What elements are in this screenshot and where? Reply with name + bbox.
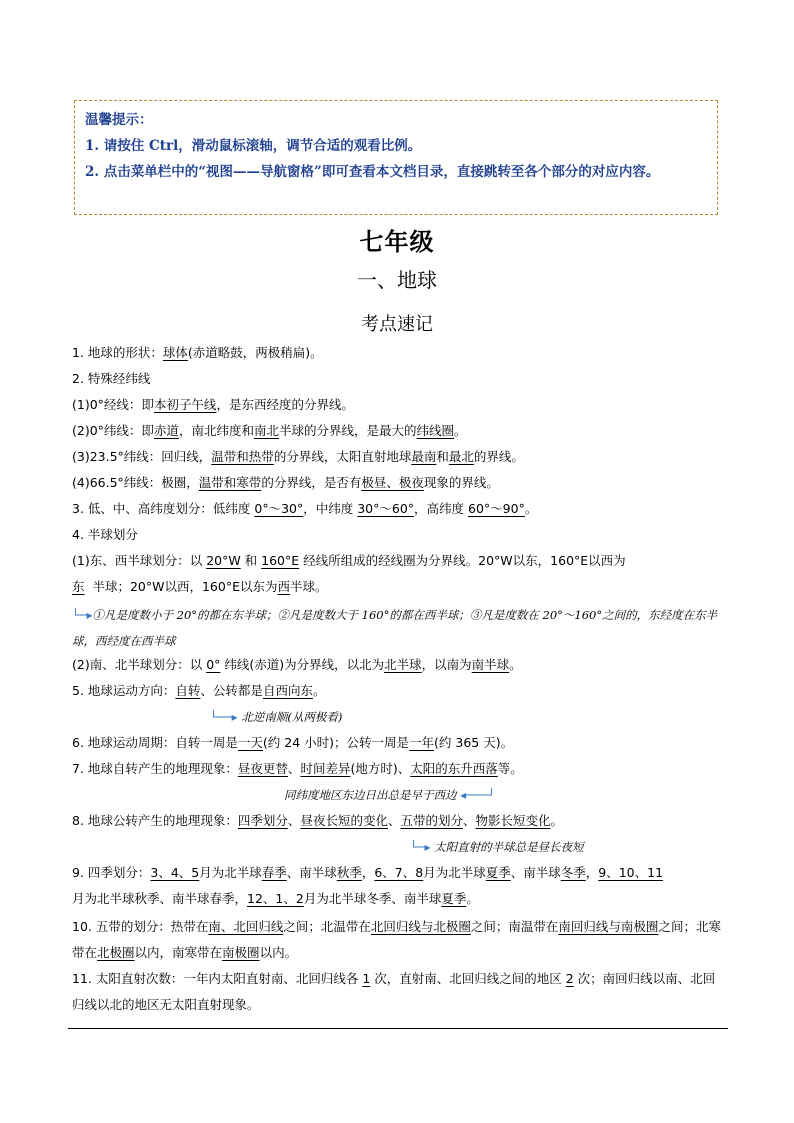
item-2-2: (2)0°纬线：即赤道，南北纬度和南北半球的分界线，是最大的纬线圈。 [72, 423, 467, 438]
item-9-line2: 月为北半球秋季、南半球春季，12、1、2月为北半球冬季、南半球夏季。 [72, 891, 479, 906]
item-9-line1: 9. 四季划分：3、4、5月为北半球春季、南半球秋季，6、7、8月为北半球夏季、南半球冬季，9、10、11 [72, 865, 664, 880]
item-7-note: 同纬度地区东边日出总是早于西边 ◂───┘ [284, 788, 496, 802]
item-2-3: (3)23.5°纬线：回归线，温带和热带的分界线，太阳直射地球最南和最北的界线。 [72, 449, 524, 464]
item-4-2: (2)南、北半球划分：以 0° 纬线(赤道)为分界线，以北为北半球，以南为南半球。 [72, 657, 522, 672]
item-2-1: (1)0°经线：即本初子午线，是东西经度的分界线。 [72, 397, 354, 412]
item-10: 10. 五带的划分：热带在南、北回归线之间；北温带在北回归线与北极圈之间；南温带在南回归线与南极圈之间；北寒带在北极圈以内，南寒带在南极圈以内。 [72, 919, 721, 960]
item-5: 5. 地球运动方向：自转、公转都是自西向东。 [72, 683, 326, 698]
item-8-note: └─▸ 太阳直射的半球总是昼长夜短 [410, 840, 584, 854]
item-2: 2. 特殊经纬线 [72, 371, 151, 386]
item-2-4: (4)66.5°纬线：极圈，温带和寒带的分界线，是否有极昼、极夜现象的界线。 [72, 475, 499, 490]
tips-line-2: 2. 点击菜单栏中的“视图——导航窗格”即可查看本文档目录，直接跳转至各个部分的对应内容。 [85, 164, 660, 180]
arrow-icon: └─▸ [410, 840, 431, 854]
item-4-1-line1: (1)东、西半球划分：以 20°W 和 160°E 经线所组成的经线圈为分界线。20°W以东，160°E以西为 [72, 553, 626, 568]
section-title: 考点速记 [361, 314, 433, 335]
footer-divider [68, 1028, 728, 1029]
tips-heading: 温馨提示： [85, 112, 153, 128]
arrow-icon: ◂───┘ [460, 788, 496, 802]
item-1: 1. 地球的形状：球体(赤道略鼓，两极稍扁)。 [72, 345, 323, 360]
item-3: 3. 低、中、高纬度划分：低纬度 0°～30°，中纬度 30°～60°，高纬度 60°～90°。 [72, 501, 538, 516]
grade-title: 七年级 [359, 228, 435, 256]
item-7: 7. 地球自转产生的地理现象：昼夜更替、时间差异(地方时)、太阳的东升西落等。 [72, 761, 523, 776]
item-11: 11. 太阳直射次数：一年内太阳直射南、北回归线各 1 次，直射南、北回归线之间的地区 2 次；南回归线以南、北回归线以北的地区无太阳直射现象。 [72, 971, 716, 1012]
tips-box [74, 100, 718, 215]
item-8: 8. 地球公转产生的地理现象：四季划分、昼夜长短的变化、五带的划分、物影长短变化。 [72, 813, 564, 828]
item-5-note: └──▸ 北逆南顺(从两极看) [210, 710, 343, 724]
item-4: 4. 半球划分 [72, 527, 138, 542]
item-6: 6. 地球运动周期：自转一周是一天(约 24 小时)；公转一周是一年(约 365 天)。 [72, 735, 514, 750]
item-4-1-line2: 东 半球；20°W以西，160°E以东为西半球。 [72, 579, 328, 594]
item-4-note: └─▸①凡是度数小于 20°的都在东半球；②凡是度数大于 160°的都在西半球；③凡是度数在 20°～160°之间的，东经度在东半球，西经度在西半球 [72, 608, 718, 648]
chapter-title: 一、地球 [357, 268, 437, 292]
arrow-icon: └──▸ [210, 710, 238, 724]
tips-line-1: 1. 请按住 Ctrl，滑动鼠标滚轴，调节合适的观看比例。 [85, 138, 422, 154]
arrow-icon: └─▸ [72, 608, 93, 622]
